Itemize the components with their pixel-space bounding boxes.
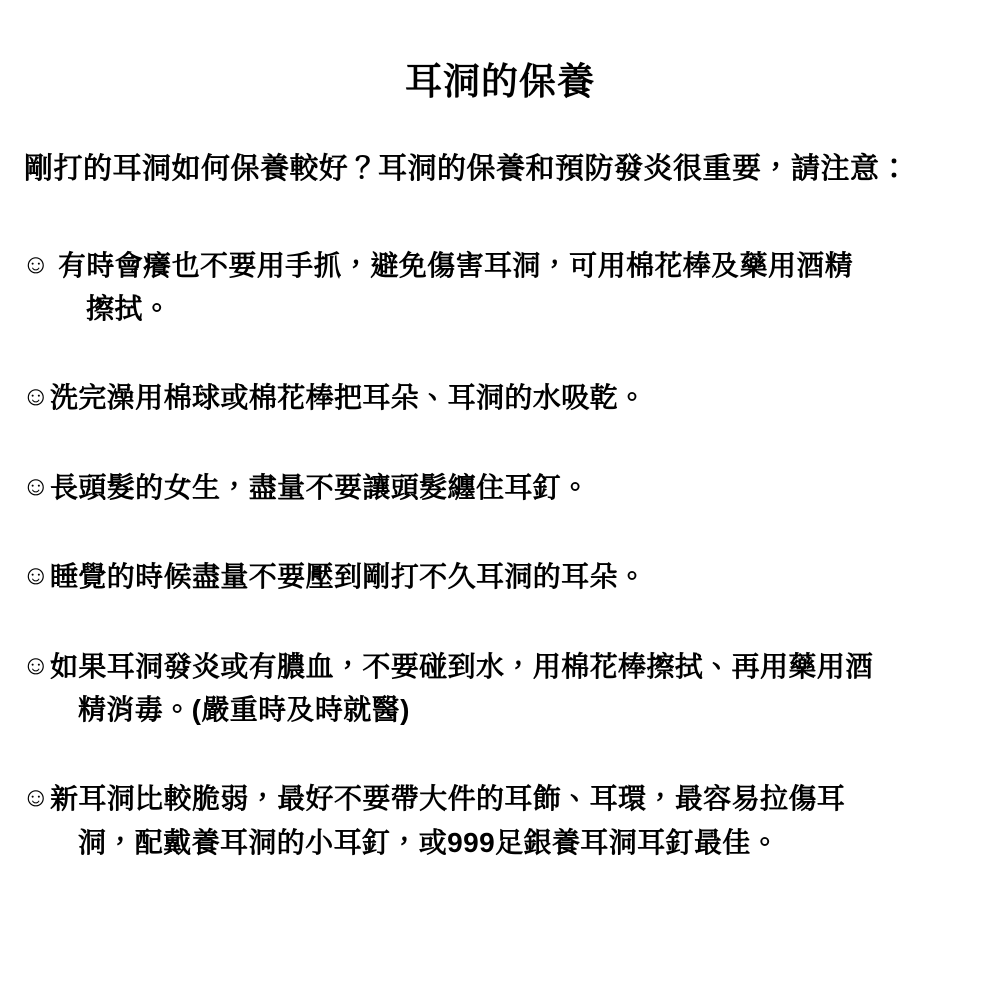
tip-text [50,777,978,864]
tip-text [50,555,978,598]
smiley-icon: ☺ [22,470,50,501]
tip-line-1: 如果耳洞發炎或有膿血，不要碰到水，用棉花棒擦拭、再用藥用酒 [49,650,874,682]
list-item [22,645,978,732]
tip-line-1: 睡覺的時候盡量不要壓到剛打不久耳洞的耳朵。 [49,561,647,593]
tip-line-2: 洞，配戴養耳洞的小耳釘，或999足銀養耳洞耳釘最佳。 [77,826,780,858]
tip-list [22,244,978,865]
tip-text [50,466,978,509]
tip-line-2: 擦拭。 [85,292,172,324]
smiley-icon: ☺ [22,248,50,279]
page-title: 耳洞的保養 [405,61,595,102]
tip-line-1: 新耳洞比較脆弱，最好不要帶大件的耳飾、耳環，最容易拉傷耳 [49,783,846,815]
tip-line-1: 洗完澡用棉球或棉花棒把耳朵、耳洞的水吸乾。 [49,382,647,414]
smiley-icon: ☺ [22,649,50,680]
list-item [22,555,978,598]
smiley-icon: ☺ [22,381,50,412]
list-item [22,777,978,864]
tip-text [50,645,978,732]
list-item [22,466,978,509]
smiley-icon: ☺ [22,560,50,591]
list-item [22,244,978,331]
tip-line-1: 長頭髮的女生，盡量不要讓頭髮纏住耳釘。 [49,471,590,503]
list-item [22,376,978,419]
tip-text [50,376,978,419]
tip-text [58,244,978,331]
tip-line-1: 有時會癢也不要用手抓，避免傷害耳洞，可用棉花棒及藥用酒精 [57,249,854,281]
tip-line-2: 精消毒。(嚴重時及時就醫) [77,693,410,725]
smiley-icon: ☺ [22,782,50,813]
intro-paragraph: 剛打的耳洞如何保養較好？耳洞的保養和預防發炎很重要，請注意： [24,153,910,186]
